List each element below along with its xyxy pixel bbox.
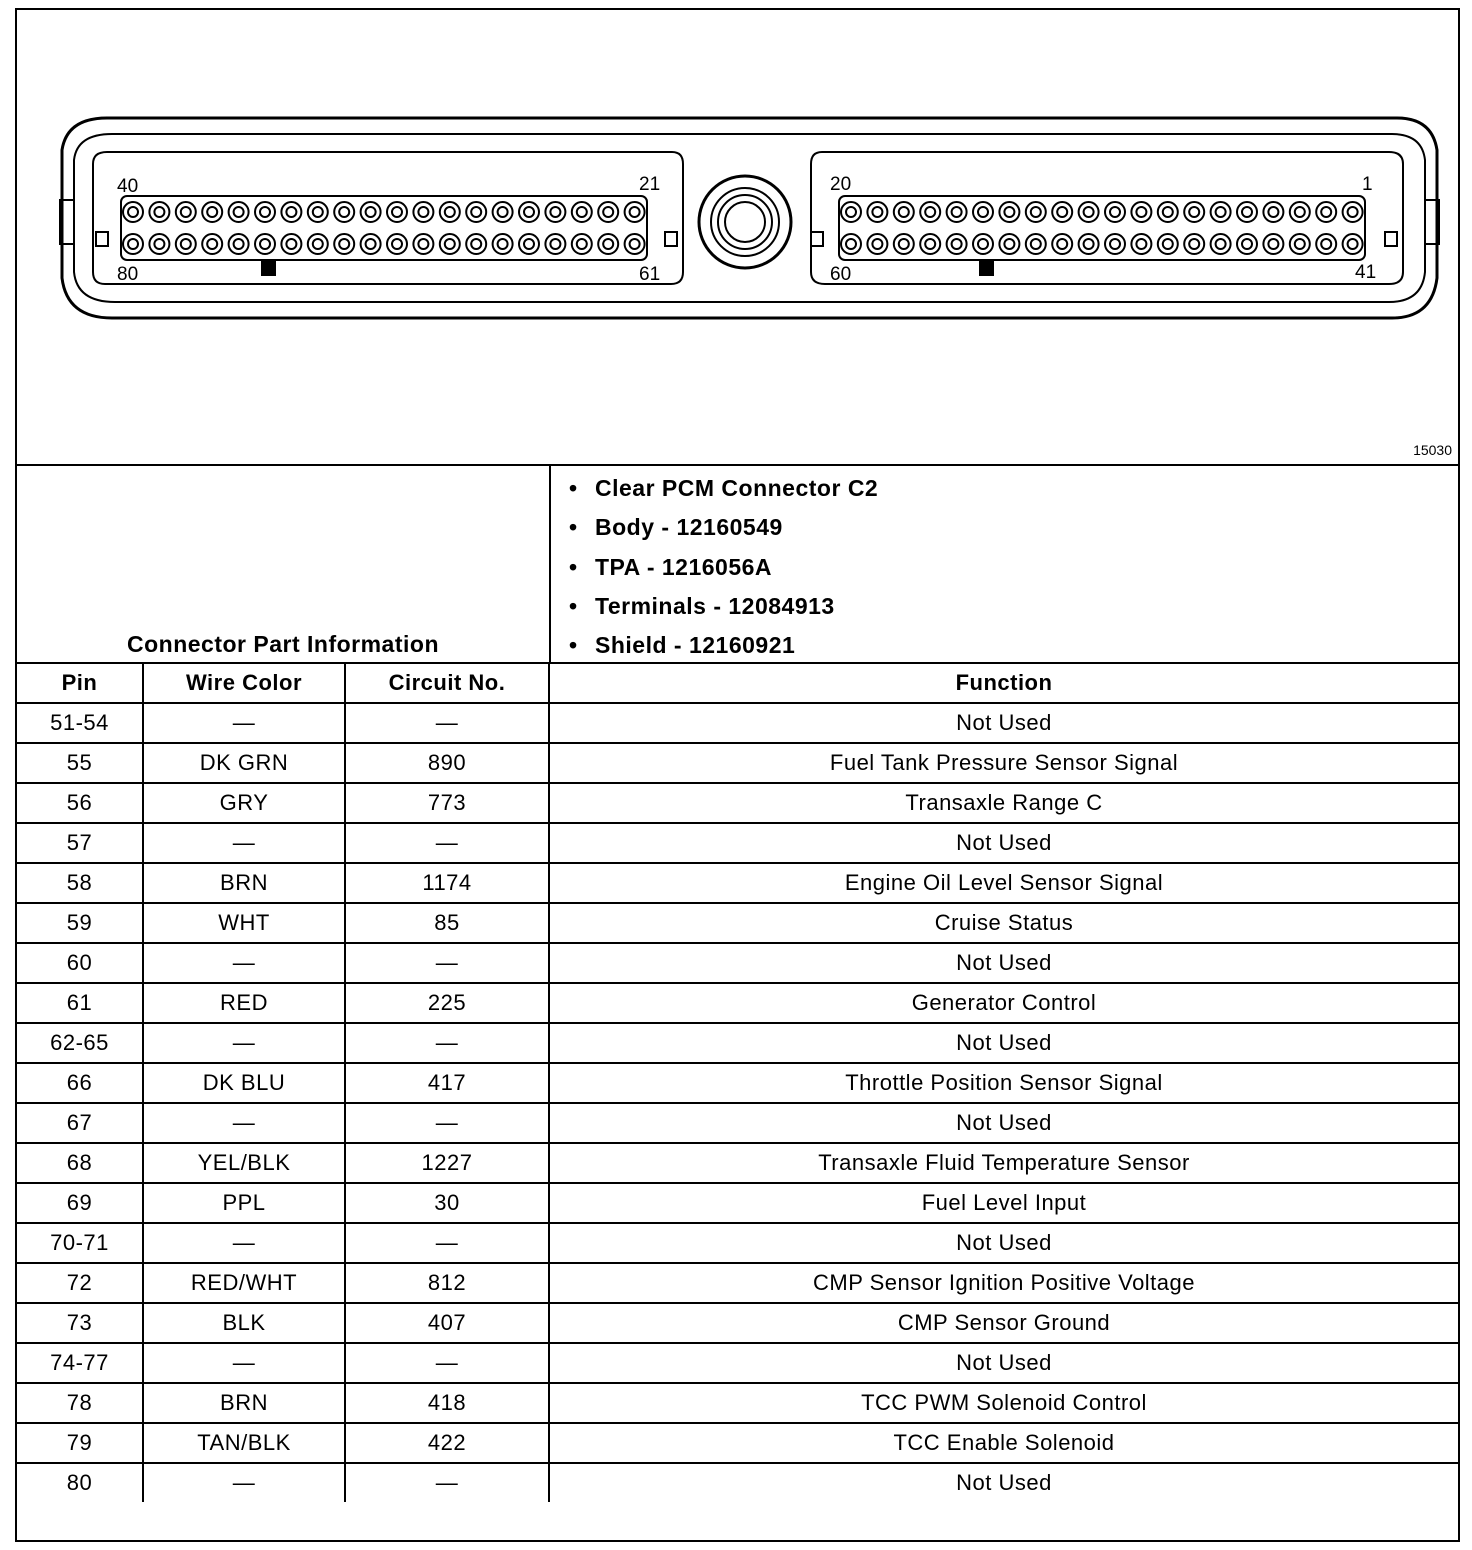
left-block-pin-hole-inner [339, 207, 349, 217]
left-block-pin-hole [466, 202, 486, 222]
left-block-pin-hole [625, 234, 645, 254]
pin-label-1: 1 [1362, 174, 1373, 195]
left-block-pin-hole [255, 202, 275, 222]
left-block-pin-hole-inner [471, 239, 481, 249]
left-block-pin-hole [308, 202, 328, 222]
right-block-pin-hole-inner [1242, 239, 1252, 249]
left-block-pin-hole-inner [418, 239, 428, 249]
left-block-pin-hole [281, 234, 301, 254]
header-pin: Pin [17, 664, 143, 703]
left-block-pin-hole-inner [577, 239, 587, 249]
right-block-pin-hole [1184, 234, 1204, 254]
cell-function: Not Used [549, 1103, 1458, 1143]
cell-function: Not Used [549, 823, 1458, 863]
right-block-pin-hole [947, 202, 967, 222]
cell-pin: 67 [17, 1103, 143, 1143]
cell-function: TCC PWM Solenoid Control [549, 1383, 1458, 1423]
pinout-table [17, 664, 1458, 1502]
right-block-pin-hole [841, 202, 861, 222]
right-block-pin-hole [1211, 202, 1231, 222]
right-block-pin-hole-inner [1031, 239, 1041, 249]
cell-wire-color: — [143, 703, 345, 743]
table-row [17, 1103, 1458, 1143]
left-block-pin-hole-inner [234, 239, 244, 249]
table-row [17, 943, 1458, 983]
right-block-pin-hole [1131, 234, 1151, 254]
left-block-pin-hole [493, 202, 513, 222]
right-block-pin-hole [1343, 234, 1363, 254]
left-block-pin-hole [493, 234, 513, 254]
left-block-pin-hole [545, 202, 565, 222]
cell-function: Fuel Level Input [549, 1183, 1458, 1223]
pin-label-80: 80 [117, 264, 139, 285]
table-row [17, 823, 1458, 863]
right-block-pin-hole [1079, 202, 1099, 222]
left-block-pin-hole [229, 202, 249, 222]
table-header-row [17, 664, 1458, 703]
left-block-pin-hole [202, 234, 222, 254]
cell-function: Not Used [549, 1343, 1458, 1383]
cell-circuit: — [345, 1463, 549, 1502]
cell-wire-color: — [143, 943, 345, 983]
cell-function: Engine Oil Level Sensor Signal [549, 863, 1458, 903]
right-block-pin-hole [1290, 234, 1310, 254]
connector-diagram [17, 10, 1458, 466]
left-block-pin-hole [281, 202, 301, 222]
right-block-pin-hole [920, 234, 940, 254]
cell-wire-color: YEL/BLK [143, 1143, 345, 1183]
left-block-pin-hole-inner [286, 239, 296, 249]
table-row [17, 1463, 1458, 1502]
left-block-pin-hole-inner [128, 239, 138, 249]
right-block-pin-hole [1079, 234, 1099, 254]
pin-label-21: 21 [639, 174, 661, 195]
left-key-mark [261, 260, 276, 276]
part-info-item: • Body - 12160549 [595, 511, 1456, 550]
cell-wire-color: BRN [143, 863, 345, 903]
right-key-mark [979, 260, 994, 276]
cell-wire-color: — [143, 1223, 345, 1263]
cell-function: CMP Sensor Ground [549, 1303, 1458, 1343]
left-block-pin-hole-inner [630, 239, 640, 249]
right-block-pin-hole-inner [1348, 207, 1358, 217]
cell-function: Not Used [549, 1463, 1458, 1502]
info-title-cell [17, 466, 551, 662]
right-block-pin-hole [1105, 202, 1125, 222]
cell-pin: 68 [17, 1143, 143, 1183]
cell-pin: 73 [17, 1303, 143, 1343]
left-block-pin-hole [123, 234, 143, 254]
table-row [17, 1023, 1458, 1063]
left-block-pin-hole [625, 202, 645, 222]
right-block-pin-hole-inner [872, 207, 882, 217]
left-block-pin-hole [545, 234, 565, 254]
right-block-pin-hole [894, 202, 914, 222]
pin-label-20: 20 [830, 174, 852, 195]
cell-circuit: — [345, 703, 549, 743]
table-row [17, 1183, 1458, 1223]
table-row [17, 783, 1458, 823]
cell-pin: 72 [17, 1263, 143, 1303]
cell-circuit: 890 [345, 743, 549, 783]
right-block-pin-hole [947, 234, 967, 254]
right-block-pin-hole [867, 202, 887, 222]
right-block-pin-hole-inner [1321, 207, 1331, 217]
left-block-pin-hole [572, 202, 592, 222]
left-block-pin-hole-inner [498, 207, 508, 217]
right-block-pin-hole [973, 202, 993, 222]
cell-function: Throttle Position Sensor Signal [549, 1063, 1458, 1103]
right-block-pin-hole-inner [1004, 239, 1014, 249]
right-block-pin-hole [1290, 202, 1310, 222]
right-block-pin-hole-inner [1136, 239, 1146, 249]
left-block-pin-hole-inner [181, 239, 191, 249]
left-block-pin-hole [202, 202, 222, 222]
right-block-pin-hole [1105, 234, 1125, 254]
cell-wire-color: GRY [143, 783, 345, 823]
cell-circuit: — [345, 1103, 549, 1143]
right-block-pin-hole-inner [952, 207, 962, 217]
cell-pin: 60 [17, 943, 143, 983]
cell-wire-color: WHT [143, 903, 345, 943]
left-block-pin-hole-inner [392, 207, 402, 217]
pin-label-60: 60 [830, 264, 852, 285]
table-row [17, 1383, 1458, 1423]
right-block-pin-hole [1026, 202, 1046, 222]
right-block-pin-hole [1158, 202, 1178, 222]
cell-wire-color: — [143, 1023, 345, 1063]
cell-function: Cruise Status [549, 903, 1458, 943]
right-block-pin-hole [999, 202, 1019, 222]
cell-function: Not Used [549, 1223, 1458, 1263]
cell-wire-color: — [143, 1103, 345, 1143]
right-block-pin-hole [999, 234, 1019, 254]
left-block-pin-hole-inner [550, 207, 560, 217]
right-block-pin-hole-inner [925, 207, 935, 217]
cell-wire-color: DK BLU [143, 1063, 345, 1103]
cell-circuit: — [345, 943, 549, 983]
left-block-pin-hole [598, 234, 618, 254]
left-block-pin-hole-inner [234, 207, 244, 217]
right-block-pin-hole-inner [925, 239, 935, 249]
right-block-pin-hole [1158, 234, 1178, 254]
left-block-pin-hole [229, 234, 249, 254]
right-block-pin-hole [1237, 234, 1257, 254]
left-block-pin-hole-inner [207, 207, 217, 217]
left-block-pin-hole [149, 202, 169, 222]
right-block-pin-hole [1184, 202, 1204, 222]
cell-pin: 79 [17, 1423, 143, 1463]
table-row [17, 1343, 1458, 1383]
left-block-pin-hole-inner [181, 207, 191, 217]
left-block-pin-hole-inner [154, 207, 164, 217]
right-block-pin-hole-inner [1242, 207, 1252, 217]
right-block-pin-hole-inner [846, 207, 856, 217]
left-block-pin-hole [149, 234, 169, 254]
table-row [17, 1143, 1458, 1183]
cell-circuit: — [345, 1223, 549, 1263]
cell-pin: 70-71 [17, 1223, 143, 1263]
left-block-pin-hole-inner [313, 207, 323, 217]
right-block-pin-hole-inner [1084, 207, 1094, 217]
cell-wire-color: — [143, 1463, 345, 1502]
left-block-pin-hole-inner [603, 239, 613, 249]
right-block-pin-hole [1026, 234, 1046, 254]
right-block-pin-hole-inner [899, 239, 909, 249]
cell-circuit: 1227 [345, 1143, 549, 1183]
left-block-pin-hole-inner [286, 207, 296, 217]
table-row [17, 743, 1458, 783]
left-block-pin-hole [334, 234, 354, 254]
table-row [17, 1423, 1458, 1463]
right-block-pin-hole [1052, 202, 1072, 222]
left-block-pin-hole-inner [260, 207, 270, 217]
right-block-pin-hole-inner [1216, 207, 1226, 217]
right-block-pin-hole-inner [846, 239, 856, 249]
right-block-pin-hole-inner [1110, 207, 1120, 217]
right-block-pin-hole-inner [978, 207, 988, 217]
left-block-pin-hole [255, 234, 275, 254]
right-block-pin-hole-inner [899, 207, 909, 217]
table-row [17, 863, 1458, 903]
part-info-item: • TPA - 1216056A [595, 551, 1456, 590]
left-block-pin-hole-inner [392, 239, 402, 249]
right-block-pin-hole [920, 202, 940, 222]
right-block-pin-hole-inner [978, 239, 988, 249]
left-block-pin-hole [176, 234, 196, 254]
left-block-pin-hole-inner [128, 207, 138, 217]
left-block-pin-hole-inner [498, 239, 508, 249]
cell-circuit: 1174 [345, 863, 549, 903]
table-body [17, 703, 1458, 1502]
cell-function: Fuel Tank Pressure Sensor Signal [549, 743, 1458, 783]
cell-pin: 55 [17, 743, 143, 783]
left-block-pin-hole-inner [339, 239, 349, 249]
right-block-pin-hole-inner [872, 239, 882, 249]
left-block-pin-hole [387, 202, 407, 222]
cell-wire-color: BLK [143, 1303, 345, 1343]
right-block-pin-hole [1052, 234, 1072, 254]
cell-pin: 61 [17, 983, 143, 1023]
left-block-pin-hole-inner [207, 239, 217, 249]
part-info-item: • Terminals - 12084913 [595, 590, 1456, 629]
left-block-pin-hole [466, 234, 486, 254]
left-block-pin-hole-inner [366, 239, 376, 249]
right-block-pin-hole [894, 234, 914, 254]
part-info-list [551, 466, 1456, 668]
cell-function: TCC Enable Solenoid [549, 1423, 1458, 1463]
cell-circuit: — [345, 1343, 549, 1383]
cell-pin: 62-65 [17, 1023, 143, 1063]
right-block-pin-hole [1263, 234, 1283, 254]
right-block-pin-hole [1343, 202, 1363, 222]
part-info-item: • Clear PCM Connector C2 [595, 472, 1456, 511]
cell-wire-color: BRN [143, 1383, 345, 1423]
cell-function: Not Used [549, 943, 1458, 983]
right-block-pin-hole-inner [1031, 207, 1041, 217]
left-block-pin-hole [176, 202, 196, 222]
cell-pin: 74-77 [17, 1343, 143, 1383]
left-block-pin-hole [519, 234, 539, 254]
left-block-pin-hole-inner [260, 239, 270, 249]
right-block-pin-hole-inner [1295, 207, 1305, 217]
cell-function: Transaxle Fluid Temperature Sensor [549, 1143, 1458, 1183]
figure-id: 15030 [1413, 442, 1452, 458]
cell-circuit: 422 [345, 1423, 549, 1463]
left-block-pin-hole-inner [630, 207, 640, 217]
left-block-pin-hole-inner [524, 207, 534, 217]
left-block-pin-hole [413, 202, 433, 222]
left-block-pin-hole-inner [445, 207, 455, 217]
right-block-pin-hole-inner [1084, 239, 1094, 249]
left-block-pin-hole-inner [418, 207, 428, 217]
header-circuit: Circuit No. [345, 664, 549, 703]
left-block-pin-hole [519, 202, 539, 222]
cell-wire-color: — [143, 823, 345, 863]
left-block-pin-hole [387, 234, 407, 254]
connector-part-info [17, 466, 1458, 664]
cell-pin: 66 [17, 1063, 143, 1103]
left-block-pin-hole-inner [366, 207, 376, 217]
cell-pin: 58 [17, 863, 143, 903]
document-sheet [15, 8, 1460, 1542]
right-block-pin-hole-inner [1057, 239, 1067, 249]
cell-circuit: — [345, 823, 549, 863]
right-block-pin-hole-inner [1268, 207, 1278, 217]
cell-circuit: 418 [345, 1383, 549, 1423]
cell-pin: 59 [17, 903, 143, 943]
cell-circuit: 812 [345, 1263, 549, 1303]
left-block-pin-hole-inner [524, 239, 534, 249]
cell-wire-color: DK GRN [143, 743, 345, 783]
cell-pin: 78 [17, 1383, 143, 1423]
cell-function: Generator Control [549, 983, 1458, 1023]
left-block-pin-hole [413, 234, 433, 254]
cell-circuit: 773 [345, 783, 549, 823]
right-block-pin-hole-inner [1057, 207, 1067, 217]
right-block-pin-hole-inner [1348, 239, 1358, 249]
right-block-pin-hole [1131, 202, 1151, 222]
cell-wire-color: TAN/BLK [143, 1423, 345, 1463]
table-row [17, 1263, 1458, 1303]
right-block-pin-hole [841, 234, 861, 254]
left-block-pin-hole [123, 202, 143, 222]
cell-circuit: 85 [345, 903, 549, 943]
left-block-pin-hole [361, 234, 381, 254]
cell-circuit: 417 [345, 1063, 549, 1103]
table-row [17, 1303, 1458, 1343]
cell-pin: 51-54 [17, 703, 143, 743]
right-block-pin-hole [1237, 202, 1257, 222]
cell-circuit: 407 [345, 1303, 549, 1343]
table-row [17, 1223, 1458, 1263]
right-block-pin-hole-inner [952, 239, 962, 249]
cell-function: CMP Sensor Ignition Positive Voltage [549, 1263, 1458, 1303]
left-block-pin-hole [440, 234, 460, 254]
right-block-pin-hole-inner [1295, 239, 1305, 249]
table-row [17, 903, 1458, 943]
pin-label-61: 61 [639, 264, 661, 285]
cell-wire-color: PPL [143, 1183, 345, 1223]
right-block-pin-hole [1316, 234, 1336, 254]
connector-drawing [17, 10, 1458, 464]
right-block-pin-hole [1263, 202, 1283, 222]
pin-label-41: 41 [1355, 262, 1377, 283]
cell-circuit: 225 [345, 983, 549, 1023]
info-list-cell [551, 466, 1456, 662]
left-block-pin-hole [598, 202, 618, 222]
left-block-pin-hole-inner [445, 239, 455, 249]
table-row [17, 703, 1458, 743]
cell-pin: 80 [17, 1463, 143, 1502]
right-block-pin-hole [973, 234, 993, 254]
cell-function: Transaxle Range C [549, 783, 1458, 823]
cell-wire-color: RED [143, 983, 345, 1023]
cell-pin: 57 [17, 823, 143, 863]
left-block-pin-hole [308, 234, 328, 254]
left-block-pin-hole [361, 202, 381, 222]
cell-wire-color: RED/WHT [143, 1263, 345, 1303]
header-function: Function [549, 664, 1458, 703]
left-block-pin-hole-inner [550, 239, 560, 249]
right-block-pin-hole-inner [1189, 207, 1199, 217]
table-row [17, 983, 1458, 1023]
right-block-pin-hole-inner [1268, 239, 1278, 249]
right-block-pin-hole [1316, 202, 1336, 222]
left-block-pin-hole-inner [313, 239, 323, 249]
part-info-item: • Shield - 12160921 [595, 629, 1456, 668]
cell-function: Not Used [549, 703, 1458, 743]
cell-pin: 69 [17, 1183, 143, 1223]
left-block-pin-hole-inner [577, 207, 587, 217]
right-block-pin-hole-inner [1321, 239, 1331, 249]
left-block-pin-hole-inner [154, 239, 164, 249]
left-block-pin-hole-inner [603, 207, 613, 217]
left-block-pin-hole [334, 202, 354, 222]
info-title: Connector Part Information [126, 631, 439, 657]
cell-pin: 56 [17, 783, 143, 823]
cell-circuit: 30 [345, 1183, 549, 1223]
right-block-pin-hole-inner [1163, 207, 1173, 217]
right-block-pin-hole-inner [1163, 239, 1173, 249]
pin-label-40: 40 [117, 176, 139, 197]
right-block-pin-hole-inner [1189, 239, 1199, 249]
left-block-pin-hole-inner [471, 207, 481, 217]
cell-circuit: — [345, 1023, 549, 1063]
right-block-pin-hole-inner [1216, 239, 1226, 249]
right-block-pin-hole-inner [1004, 207, 1014, 217]
header-wire-color: Wire Color [143, 664, 345, 703]
right-block-pin-hole [1211, 234, 1231, 254]
left-block-pin-hole [440, 202, 460, 222]
left-block-pin-hole [572, 234, 592, 254]
right-block-pin-hole-inner [1110, 239, 1120, 249]
right-block-pin-hole-inner [1136, 207, 1146, 217]
right-block-pin-hole [867, 234, 887, 254]
cell-wire-color: — [143, 1343, 345, 1383]
cell-function: Not Used [549, 1023, 1458, 1063]
table-row [17, 1063, 1458, 1103]
